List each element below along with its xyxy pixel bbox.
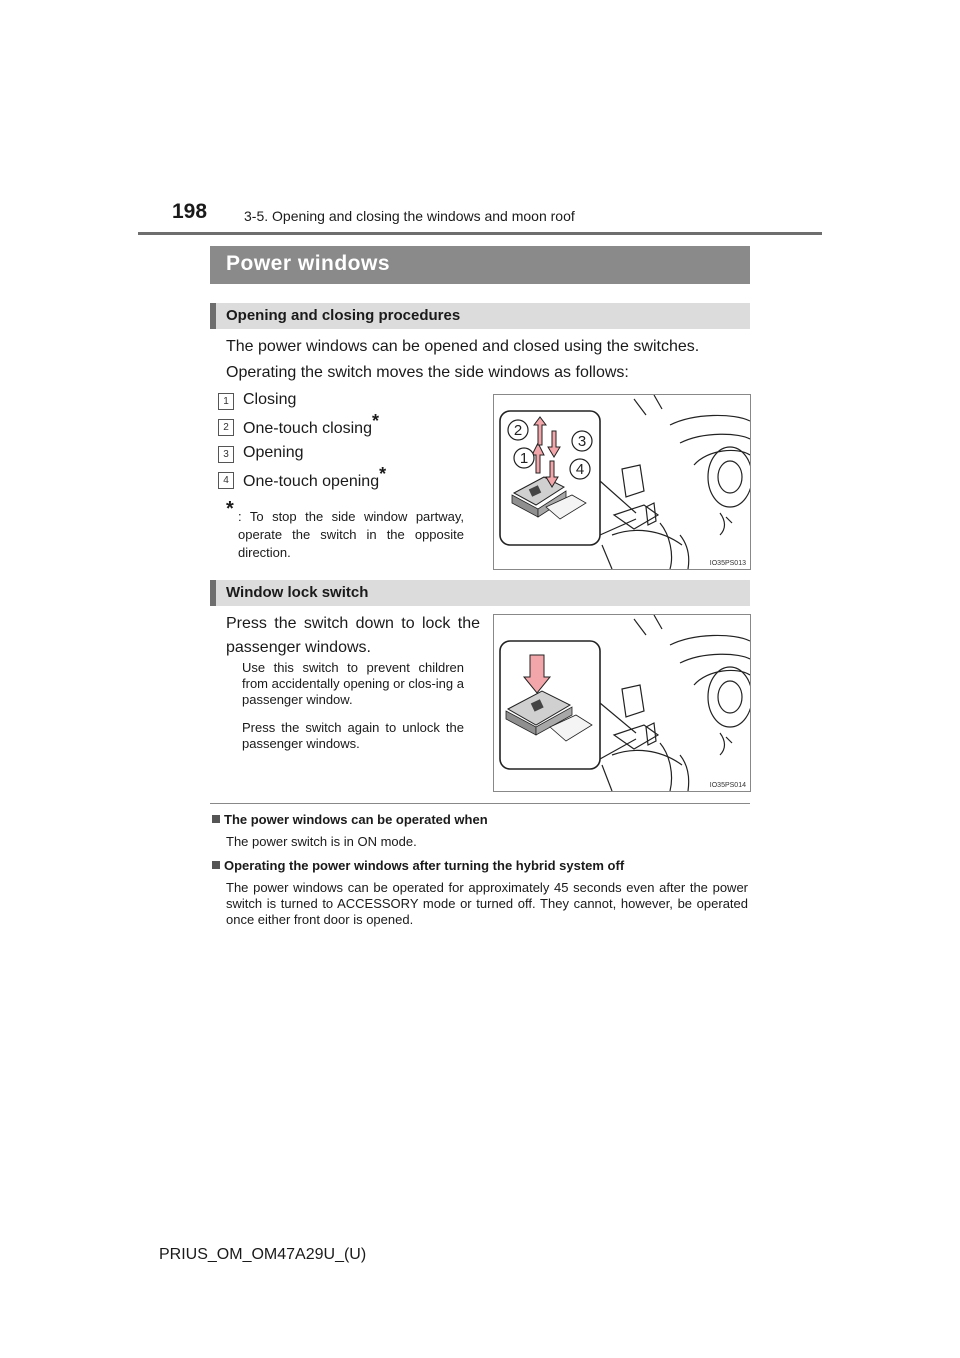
item-label-text: One-touch opening <box>243 473 380 490</box>
footnote-star: * <box>379 464 387 484</box>
document-footer-code: PRIUS_OM_OM47A29U_(U) <box>159 1246 367 1263</box>
page-title: Power windows <box>226 252 391 275</box>
footnote-text: : To stop the side window partway, operate the switch in the opposite direction. <box>238 509 464 560</box>
subheading-text: Window lock switch <box>226 584 369 601</box>
figure-window-lock <box>493 614 751 792</box>
figure-code: IO35PS013 <box>709 560 746 567</box>
note-heading-text: The power windows can be operated when <box>224 812 488 827</box>
intro-paragraph-1: The power windows can be opened and closed using the switches. <box>226 338 700 355</box>
item-label-text: Opening <box>243 444 304 461</box>
note-heading-text: Operating the power windows after turning the hybrid system off <box>224 858 625 873</box>
lock-lead-paragraph: Press the switch down to lock the passenger windows. <box>226 615 480 656</box>
header-rule <box>138 232 822 235</box>
callout-1: 1 <box>519 450 529 467</box>
callout-4: 4 <box>575 461 585 478</box>
page-number: 198 <box>172 200 208 223</box>
note-body-1: The power switch is in ON mode. <box>226 834 417 849</box>
subheading-opening-closing <box>210 303 750 329</box>
figure-window-switch <box>493 394 751 570</box>
intro-paragraph-2: Operating the switch moves the side windows as follows: <box>226 364 629 381</box>
subheading-window-lock <box>210 580 750 606</box>
item-label-opening <box>243 444 304 462</box>
bullet-square-icon <box>212 815 220 823</box>
section-reference: 3-5. Opening and closing the windows and moon roof <box>244 208 575 224</box>
footnote-star: * <box>371 411 379 431</box>
note-heading-2 <box>212 858 748 873</box>
bullet-square-icon <box>212 861 220 869</box>
window-lock-illustration <box>494 615 750 791</box>
item-number-1: 1 <box>218 393 234 410</box>
item-label-one-touch-opening <box>243 464 387 491</box>
window-switch-illustration <box>494 395 750 569</box>
subheading-text: Opening and closing procedures <box>226 307 461 324</box>
item-label-closing <box>243 391 296 409</box>
footnote-mark: * <box>226 498 234 520</box>
lock-note-2: Press the switch again to unlock the passenger windows. <box>242 720 464 751</box>
page-title-bar <box>210 246 750 284</box>
note-heading-1 <box>212 812 748 827</box>
callout-3: 3 <box>577 433 587 450</box>
note-body-2: The power windows can be operated for approximately 45 seconds even after the power switch is turned to ACCESSORY mode or turned off. They cannot, however, be operated once either front door is opened. <box>226 880 748 927</box>
item-label-text: Closing <box>243 391 297 408</box>
item-number-4: 4 <box>218 472 234 489</box>
item-label-one-touch-closing <box>243 411 379 438</box>
callout-2: 2 <box>513 422 523 439</box>
lock-note-1: Use this switch to prevent children from accidentally opening or clos-ing a passenger window. <box>242 660 464 707</box>
item-number-3: 3 <box>218 446 234 463</box>
figure-code: IO35PS014 <box>709 782 746 789</box>
item-number-2: 2 <box>218 419 234 436</box>
notes-divider <box>210 803 750 804</box>
item-label-text: One-touch closing <box>243 420 372 437</box>
